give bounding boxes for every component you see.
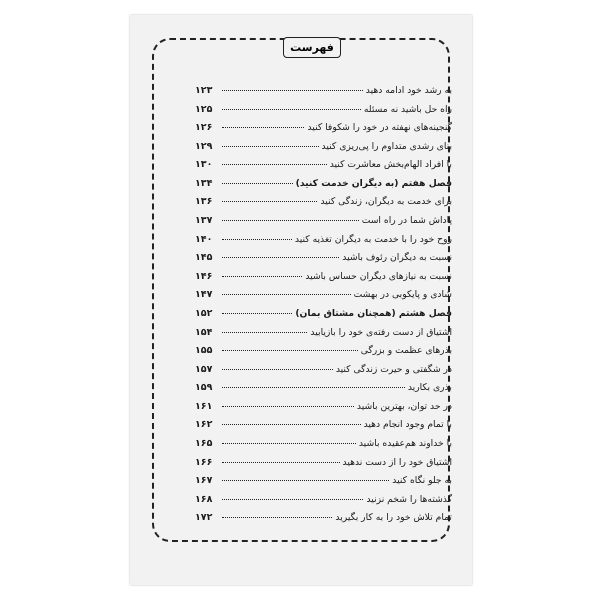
toc-entry-page: ۱۵۹ [195, 382, 213, 394]
toc-entry-page: ۱۶۵ [195, 437, 213, 449]
toc-entry [195, 401, 452, 420]
toc-entry-page: ۱۴۰ [195, 233, 213, 245]
toc-entry [195, 327, 452, 346]
toc-entry-page: ۱۲۵ [195, 103, 213, 115]
dot-leader [222, 350, 358, 351]
toc-chapter-heading [195, 308, 452, 327]
toc-entry-title: بذرهای عظمت و بزرگی [360, 345, 452, 357]
dot-leader [222, 127, 304, 128]
toc-entry-title: به رشد خود ادامه دهید [365, 85, 452, 96]
toc-entry [195, 271, 452, 290]
dot-leader [222, 183, 293, 184]
toc-entry [195, 85, 452, 104]
toc-entry-page: ۱۵۴ [195, 326, 213, 338]
dot-leader [222, 387, 405, 388]
toc-entry-title: گنجینه‌های نهفته در خود را شکوفا کنید [307, 122, 452, 134]
page-title: فهرست [283, 37, 341, 58]
toc-entry-page: ۱۵۷ [195, 363, 213, 375]
toc-entry-title: روح خود را با خدمت به دیگران تغذیه کنید [294, 233, 452, 245]
toc-chapter-heading [195, 178, 452, 197]
toc-entry-page: ۱۴۶ [195, 270, 213, 282]
toc-entry-page: ۱۲۹ [195, 140, 213, 152]
dot-leader [222, 499, 363, 500]
toc-entry-title: با خداوند هم‌عقیده باشید [358, 437, 452, 449]
toc-entry [195, 512, 452, 531]
toc-entry [195, 382, 452, 401]
toc-entry-title: در شگفتی و حیرت زندگی کنید [335, 363, 452, 375]
dot-leader [222, 332, 307, 333]
toc-entry [195, 289, 452, 308]
toc-entry [195, 419, 452, 438]
toc-entry [195, 141, 452, 160]
book-page [130, 15, 472, 585]
dot-leader [222, 443, 356, 444]
dot-leader [222, 201, 317, 202]
toc-entry-page: ۱۶۲ [195, 419, 213, 431]
dot-leader [222, 90, 363, 91]
toc-entry-page: ۱۳۷ [195, 215, 213, 227]
toc-entry-page: ۱۴۷ [195, 289, 213, 301]
toc-entry-title: فصل هشتم (همچنان مشتاق بمان) [295, 307, 452, 319]
dot-leader [222, 480, 389, 481]
dot-leader [222, 276, 302, 277]
toc-entry-page: ۱۷۲ [195, 512, 213, 524]
toc-entry-title: گذشته‌ها را شخم نزنید [366, 493, 452, 505]
dot-leader [222, 146, 319, 147]
toc-entry-page: ۱۳۰ [195, 159, 213, 171]
dot-leader [222, 164, 327, 165]
toc-entry [195, 196, 452, 215]
toc-entry-title: بنای رشدی متداوم را پی‌ریزی کنید [321, 140, 452, 152]
toc-entry-page: ۱۶۸ [195, 493, 213, 505]
toc-entry-title: اشتیاق خود را از دست ندهید [342, 456, 452, 468]
toc-entry-page: ۱۶۶ [195, 456, 213, 468]
dot-leader [222, 109, 361, 110]
toc-entry [195, 104, 452, 123]
dot-leader [222, 424, 361, 425]
toc-entry-page: ۱۲۳ [195, 85, 213, 96]
dot-leader [222, 313, 292, 314]
toc-entry [195, 457, 452, 476]
toc-entry-title: با تمام وجود انجام دهید [363, 419, 452, 431]
toc-entry [195, 475, 452, 494]
dot-leader [222, 462, 340, 463]
toc-entry [195, 122, 452, 141]
toc-entry [195, 252, 452, 271]
toc-entry [195, 345, 452, 364]
toc-entry [195, 438, 452, 457]
dot-leader [222, 220, 359, 221]
toc-entry-title: در حد توان، بهترین باشید [356, 400, 452, 412]
toc-entry [195, 159, 452, 178]
toc-entry-title: شادی و پایکوبی در بهشت [353, 289, 452, 301]
toc-entry-title: پاداش شما در راه است [361, 215, 452, 227]
toc-entry-page: ۱۳۶ [195, 196, 213, 208]
toc-entry-page: ۱۲۶ [195, 122, 213, 134]
toc-entry [195, 215, 452, 234]
toc-entry-title: با افراد الهام‌بخش معاشرت کنید [329, 159, 452, 171]
dot-leader [222, 406, 354, 407]
dot-leader [222, 239, 292, 240]
toc-entry-title: فصل هفتم (به دیگران خدمت کنید) [295, 177, 452, 189]
toc-entry-title: به جلو نگاه کنید [392, 475, 452, 487]
toc-entry-page: ۱۳۴ [195, 177, 213, 189]
dot-leader [222, 294, 351, 295]
table-of-contents [195, 85, 452, 531]
toc-entry [195, 234, 452, 253]
dot-leader [222, 369, 333, 370]
toc-entry-title: بذری بکارید [407, 382, 452, 394]
toc-entry-title: برای خدمت به دیگران، زندگی کنید [320, 196, 452, 208]
toc-entry-title: اشتیاق از دست رفته‌ی خود را بازیابید [310, 326, 452, 338]
toc-entry-title: تمام تلاش خود را به کار بگیرید [335, 512, 452, 524]
toc-entry-page: ۱۶۱ [195, 400, 213, 412]
toc-entry-page: ۱۵۵ [195, 345, 213, 357]
toc-entry-title: راه حل باشید نه مسئله [363, 103, 452, 115]
toc-entry-title: نسبت به دیگران رئوف باشید [342, 252, 452, 264]
toc-entry-page: ۱۶۷ [195, 475, 213, 487]
dot-leader [222, 517, 332, 518]
toc-entry-page: ۱۴۵ [195, 252, 213, 264]
toc-entry [195, 494, 452, 513]
toc-entry-title: نسبت به نیازهای دیگران حساس باشید [305, 270, 452, 282]
toc-entry-page: ۱۵۲ [195, 307, 213, 319]
toc-entry [195, 364, 452, 383]
dot-leader [222, 257, 339, 258]
